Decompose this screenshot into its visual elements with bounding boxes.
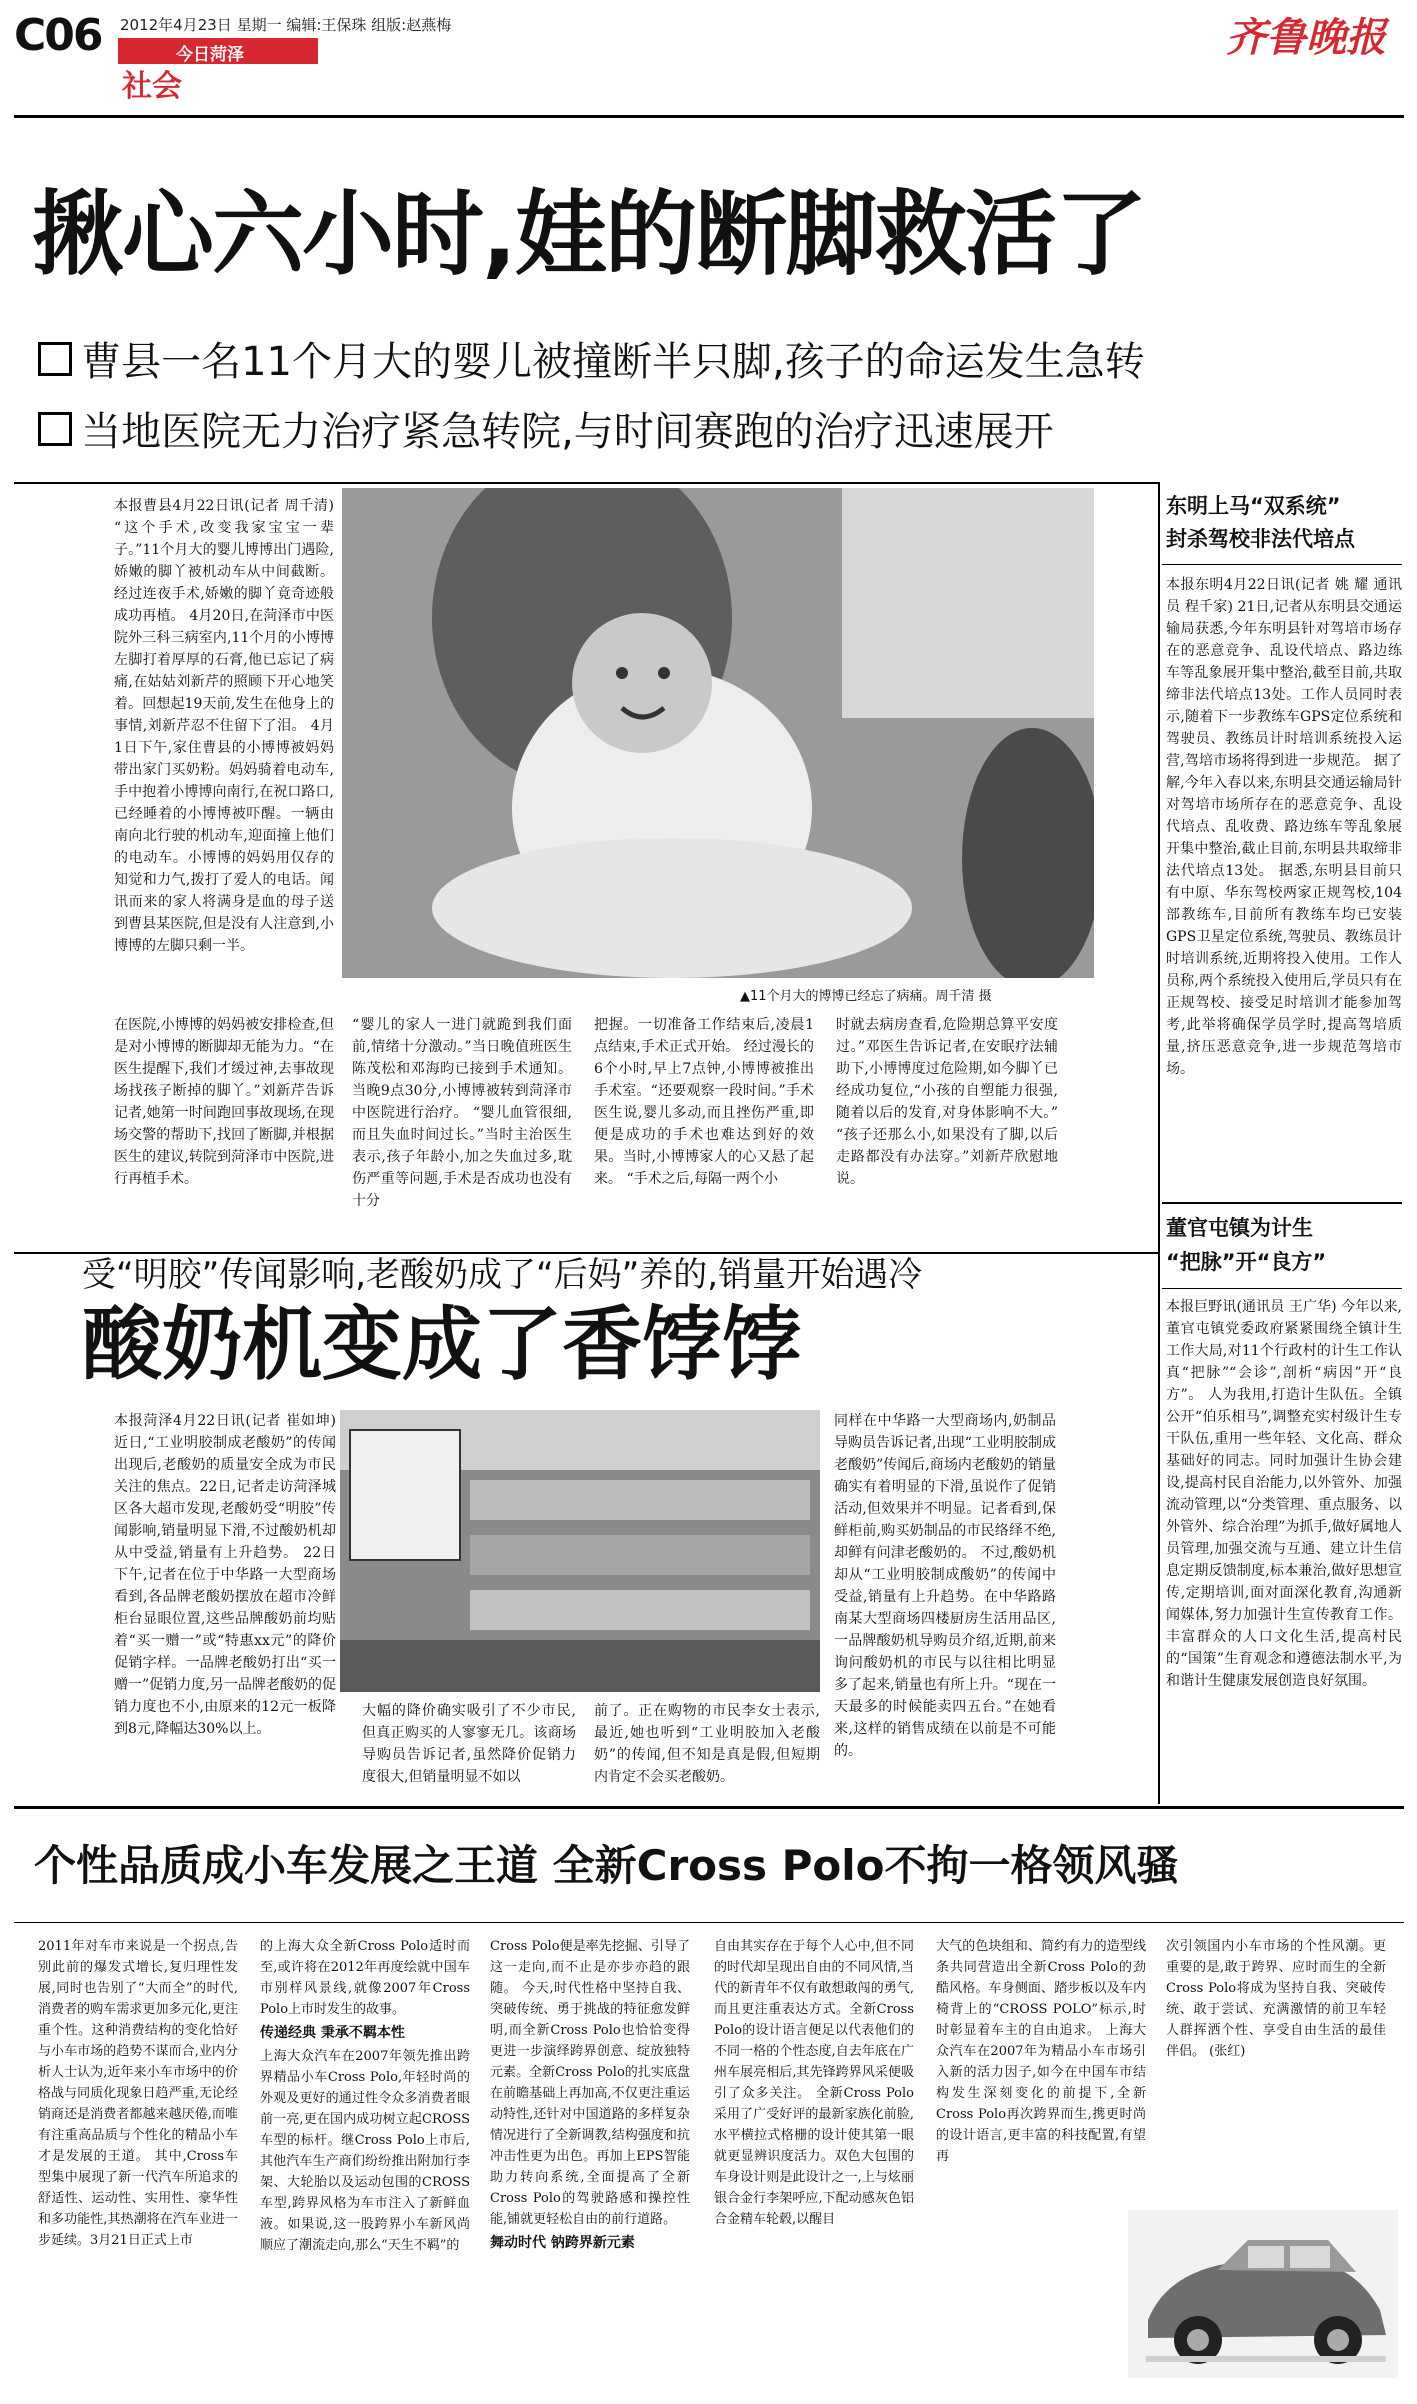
section-top-label: 今日菏泽 xyxy=(176,45,244,65)
story2-col4: 同样在中华路一大型商场内,奶制品导购员告诉记者,出现“工业明胶制成老酸奶”传闻后,商场内老酸奶的销量确实有着明显的下滑,虽说作了促销活动,但效果并不明显。记者看到,保鲜柜前,购买奶制品的市民络绎不绝,却鲜有问津老酸奶的。 不过,酸奶机却从“工业明胶制成酸奶”的传闻中受益,销量有上升趋势。在中华路路南某大型商场四楼厨房生活用品区,一品牌酸奶机导购员介绍,近期,前来询问酸奶机的市民与以往相比明显多了起来,销量也有所上升。“现在一天最多的时候能卖四五台。”在她看来,这样的销售成绩在以前是不可能的。 xyxy=(834,1413,1056,1759)
story1-deck1 xyxy=(38,330,1145,385)
deck1-text: 曹县一名11个月大的婴儿被撞断半只脚,孩子的命运发生急转 xyxy=(81,339,1145,385)
sidebar-vertical-rule xyxy=(1158,482,1160,1804)
story2-photo xyxy=(340,1410,820,1692)
story1-headline: 揪心六小时,娃的断脚救活了 xyxy=(32,181,1145,288)
deck2-text: 当地医院无力治疗紧急转院,与时间赛跑的治疗迅速展开 xyxy=(81,409,1054,455)
story2-kicker: 受“明胶”传闻影响,老酸奶成了“后妈”养的,销量开始遇冷 xyxy=(82,1255,923,1295)
section-main-label: 社会 xyxy=(122,69,182,104)
ad-col6: 次引领国内小车市场的个性风潮。更重要的是,敢于跨界、应时而生的全新Cross Polo将成为坚持自我、突破传统、敢于尝试、充满激情的前卫车轻人群挥洒个性、享受自由生活的最佳伴侣。 (张红) xyxy=(1166,1939,1386,2059)
sidebar-title1-b: 封杀驾校非法代培点 xyxy=(1166,527,1355,551)
story1-col3: 把握。一切准备工作结束后,凌晨1点结束,手术正式开始。 经过漫长的6个小时,早上7点钟,小博博被推出手术室。“还要观察一段时间。”手术医生说,婴儿多动,而且挫伤严重,即便是成功的手术也难达到好的效果。当时,小博博家人的心又悬了起来。 “手术之后,每隔一两个小 xyxy=(594,1017,814,1187)
story1-col1: 本报曹县4月22日讯(记者 周千清) “这个手术,改变我家宝宝一辈子。”11个月大的婴儿博博出门遇险,娇嫩的脚丫被机动车从中间截断。经过连夜手术,娇嫩的脚丫竟奇迹般成功再植。 4月20日,在菏泽市中医院外三科三病室内,11个月的小博博左脚打着厚厚的石膏,他已忘记了病痛,在姑姑刘新芹的照顾下开心地笑着。回想起19天前,发生在他身上的事情,刘新芹忍不住留下了泪。 4月1日下午,家住曹县的小博博被妈妈带出家门买奶粉。妈妈骑着电动车,手中抱着小博博向南行,在祝口路口,已经睡着的小博博被吓醒。一辆由南向北行驶的机动车,迎面撞上他们的电动车。小博博的妈妈用仅存的知觉和力气,拨打了爱人的电话。闻讯而来的家人将满身是血的母子送到曹县某医院,但是没有人注意到,小博博的左脚只剩一半。 xyxy=(114,498,334,954)
paper-name-logo: 齐鲁晚报 xyxy=(1226,14,1386,61)
ad-headline-rule xyxy=(14,1922,1404,1923)
ad-col1: 2011年对车市来说是一个拐点,告别此前的爆发式增长,复归理性发展,同时也告别了“大而全”的时代,消费者的购车需求更加多元化,更注重个性。这种消费结构的变化恰好与小车市场的趋势不谋而合,业内分析人士认为,近年来小车市场中的价格战与同质化现象日趋严重,无论经销商还是消费者都越来越厌倦,而唯有注重高品质与个性化的精品小车才是发展的王道。 其中,Cross车型集中展现了新一代汽车所追求的舒适性、运动性、实用性、豪华性和多功能性,其热潮将在汽车业进一步延续。3月21日正式上市 xyxy=(38,1939,238,2248)
sidebar-story2-text: 本报巨野讯(通讯员 王广华) 今年以来,董官屯镇党委政府紧紧围绕全镇计生工作大局,对11个行政村的计生工作认真“把脉”“会诊”,剖析“病因”开“良方”。 人为我用,打造计生队伍。全镇公开“伯乐相马”,调整充实村级计生专干队伍,重用一些年轻、文化高、群众基础好的同志。同时加强计生协会建设,提高村民自治能力,以外管外、加强流动管理,以“分类管理、重点服务、以外管外、综合治理”为抓手,做好属地人员管理,加强交流与互通、建立计生信息定期反馈制度,标本兼治,做好思想宣传,定期培训,面对面深化教育,沟通新闻媒体,努力加强计生宣传教育工作。丰富群众的人口文化生活,提高村民的“国策”生育观念和遵德法制水平,为和谐计生健康发展创造良好氛围。 xyxy=(1166,1299,1402,1689)
sidebar-title2-rule xyxy=(1162,1288,1402,1289)
story1-rule xyxy=(14,482,1159,484)
date-line: 2012年4月23日 星期一 编辑:王保珠 组版:赵燕梅 xyxy=(120,16,452,34)
checkbox-square-icon xyxy=(38,412,72,446)
story2-col1: 本报菏泽4月22日讯(记者 崔如坤) 近日,“工业明胶制成老酸奶”的传闻出现后,老酸奶的质量安全成为市民关注的焦点。22日,记者走访菏泽城区各大超市发现,老酸奶受“明胶”传闻影响,销量明显下滑,不过酸奶机却从中受益,销量有上升趋势。 22日下午,记者在位于中华路一大型商场看到,各品牌老酸奶摆放在超市冷鲜柜台显眼位置,这些品牌酸奶前均贴着“买一赠一”或“特惠xx元”的降价促销字样。一品牌老酸奶打出“买一赠一”促销力度,另一品牌老酸奶的促销力度也不小,由原来的12元一板降到8元,降幅达30%以上。 xyxy=(114,1413,336,1737)
checkbox-square-icon xyxy=(38,342,72,376)
ad-col3-subhead: 舞动时代 钠跨界新元素 xyxy=(490,2235,635,2251)
story1-deck2 xyxy=(38,400,1054,455)
sidebar-title1-a: 东明上马“双系统” xyxy=(1166,494,1341,518)
ad-col3-wrap xyxy=(490,1936,690,2388)
ad-top-rule xyxy=(14,1806,1404,1809)
ad-col2-subhead: 传递经典 秉承不羁本性 xyxy=(260,2025,405,2041)
baby-photo-illustration xyxy=(342,488,1094,978)
ad-col2-text: 的上海大众全新Cross Polo适时而至,或许将在2012年再度绘就中国车市别样风景线,就像2007年Cross Polo上市时发生的故事。 xyxy=(260,1939,470,2017)
ad-col2-wrap xyxy=(260,1936,470,2388)
story2-headline: 酸奶机变成了香饽饽 xyxy=(82,1298,802,1391)
story1-col1b: 在医院,小博博的妈妈被安排检查,但是对小博博的断脚却无能为力。“在医生提醒下,我们才缓过神,去事故现场找孩子断掉的脚丫。”刘新芹告诉记者,她第一时间跑回事故现场,在现场交警的帮助下,找回了断脚,并根据医生的建议,转院到菏泽市中医院,进行再植手术。 xyxy=(114,1017,334,1187)
story1-col4: 时就去病房查看,危险期总算平安度过。”邓医生告诉记者,在安眠疗法辅助下,小博博度过危险期,如今脚丫已经成功复位,“小孩的自塑能力很强,随着以后的发育,对身体影响不大。” “孩子还那么小,如果没有了脚,以后走路都没有办法穿。”刘新芹欣慰地说。 xyxy=(836,1017,1058,1187)
sidebar-divider xyxy=(1162,1202,1402,1204)
sidebar-title2-b: “把脉”开“良方” xyxy=(1166,1250,1327,1274)
sidebar-title2-a: 董官屯镇为计生 xyxy=(1166,1216,1313,1240)
story1-col2: “婴儿的家人一进门就跪到我们面前,情绪十分激动。”当日晚值班医生陈茂松和邓海昀已接到手术通知。当晚9点30分,小博博被转到菏泽市中医院进行治疗。 “婴儿血管很细,而且失血时间过长。”当时主治医生表示,孩子年龄小,加之失血过多,耽伤严重等问题,手术是否成功也没有十分 xyxy=(352,1017,572,1209)
supermarket-photo-illustration xyxy=(340,1410,820,1692)
ad-col4: 自由其实存在于每个人心中,但不同的时代却呈现出自由的不同风情,当代的新青年不仅有敢想敢闯的勇气,而且更注重表达方式。全新Cross Polo的设计语言便足以代表他们的不同一格的个性态度,自去年底在广州车展亮相后,其先锋跨界风采便吸引了众多关注。 全新Cross Polo采用了广受好评的最新家族化前脸,水平横拉式格栅的设计使其第一眼就更显辨识度活力。双色大包围的车身设计则是此设计之一,上与炫丽银合金行李架呼应,下配动感灰色铝合金精车轮毂,以醒目 xyxy=(714,1939,914,2227)
ad-col5: 大气的色块组和、简约有力的造型线条共同营造出全新Cross Polo的劲酷风格。车身侧面、踏步板以及车内椅背上的“CROSS POLO”标示,时时彰显着车主的自由追求。 上海大众汽车在2007年为精品小车市场引入新的活力因子,如今在中国车市结构发生深刻变化的前提下,全新Cross Polo再次跨界而生,携更时尚的设计语言,更丰富的科技配置,有望再 xyxy=(936,1939,1146,2164)
page-number: C06 xyxy=(14,10,102,61)
story2-col2: 大幅的降价确实吸引了不少市民,但真正购买的人寥寥无几。该商场导购员告诉记者,虽然降价促销力度很大,但销量明显不如以 xyxy=(362,1703,576,1785)
ad-col2-text-b: 上海大众汽车在2007年领先推出跨界精品小车Cross Polo,年轻时尚的外观及更好的通过性令众多消费者眼前一亮,更在国内成功树立起CROSS车型的标杆。继Cross Polo上市后,其他汽车生产商们纷纷推出附加行李架、大轮胎以及运动包围的CROSS车型,跨界风格为车市注入了新鲜血液。如果说,这一股跨界小车新风尚顺应了潮流走向,那么“天生不羁”的 xyxy=(260,2049,470,2253)
masthead-rule xyxy=(14,115,1404,118)
sidebar-title1-rule xyxy=(1162,564,1402,565)
ad-headline: 个性品质成小车发展之王道 全新Cross Polo不拘一格领风骚 xyxy=(34,1841,1179,1890)
sidebar-story1-text: 本报东明4月22日讯(记者 姚 耀 通讯员 程千家) 21日,记者从东明县交通运输局获悉,今年东明县针对驾培市场存在的恶意竞争、乱设代培点、路边练车等乱象展开集中整治,截至目前,共取缔非法代培点13处。工作人员同时表示,随着下一步教练车GPS定位系统和驾驶员、教练员计时培训系统投入运营,驾培市场将得到进一步规范。 据了解,今年入春以来,东明县交通运输局针对驾培市场所存在的恶意竞争、乱设代培点、乱收费、路边练车等乱象展开集中整治,截止目前,东明县共取缔非法代培点13处。 据悉,东明县目前只有中原、华东驾校两家正规驾校,104部教练车,目前所有教练车均已安装GPS卫星定位系统,驾驶员、教练员计时培训系统,近期将投入使用。工作人员称,两个系统投入使用后,学员只有在正规驾校、接受足时培训才能参加驾考,此举将确保学员学时,提高驾培质量,挤压恶意竞争,进一步规范驾培市场。 xyxy=(1166,577,1402,1077)
story1-photo xyxy=(342,488,1094,978)
story1-photo-caption: ▲11个月大的博博已经忘了病痛。周千清 摄 xyxy=(740,989,992,1004)
car-image xyxy=(1128,2210,1398,2378)
ad-col3-text: Cross Polo便是率先挖掘、引导了这一走向,而不止是亦步亦趋的跟随。 今天,时代性格中坚持自我、突破传统、勇于挑战的特征愈发鲜明,而全新Cross Polo也恰恰变得更进一步演绎跨界创意、绽放独特元素。全新Cross Polo的扎实底盘在前瞻基础上再加高,不仅更注重运动特性,还针对中国道路的多样复杂情况进行了全新调教,结构强度和抗冲击性更为出色。再加上EPS智能助力转向系统,全面提高了全新Cross Polo的驾驶路感和操控性能,铺就更轻松自由的前行道路。 xyxy=(490,1939,690,2227)
story2-col3: 前了。正在购物的市民李女士表示,最近,她也听到“工业明胶加入老酸奶”的传闻,但不知是真是假,但短期内肯定不会买老酸奶。 xyxy=(594,1703,820,1785)
car-illustration xyxy=(1128,2210,1398,2378)
